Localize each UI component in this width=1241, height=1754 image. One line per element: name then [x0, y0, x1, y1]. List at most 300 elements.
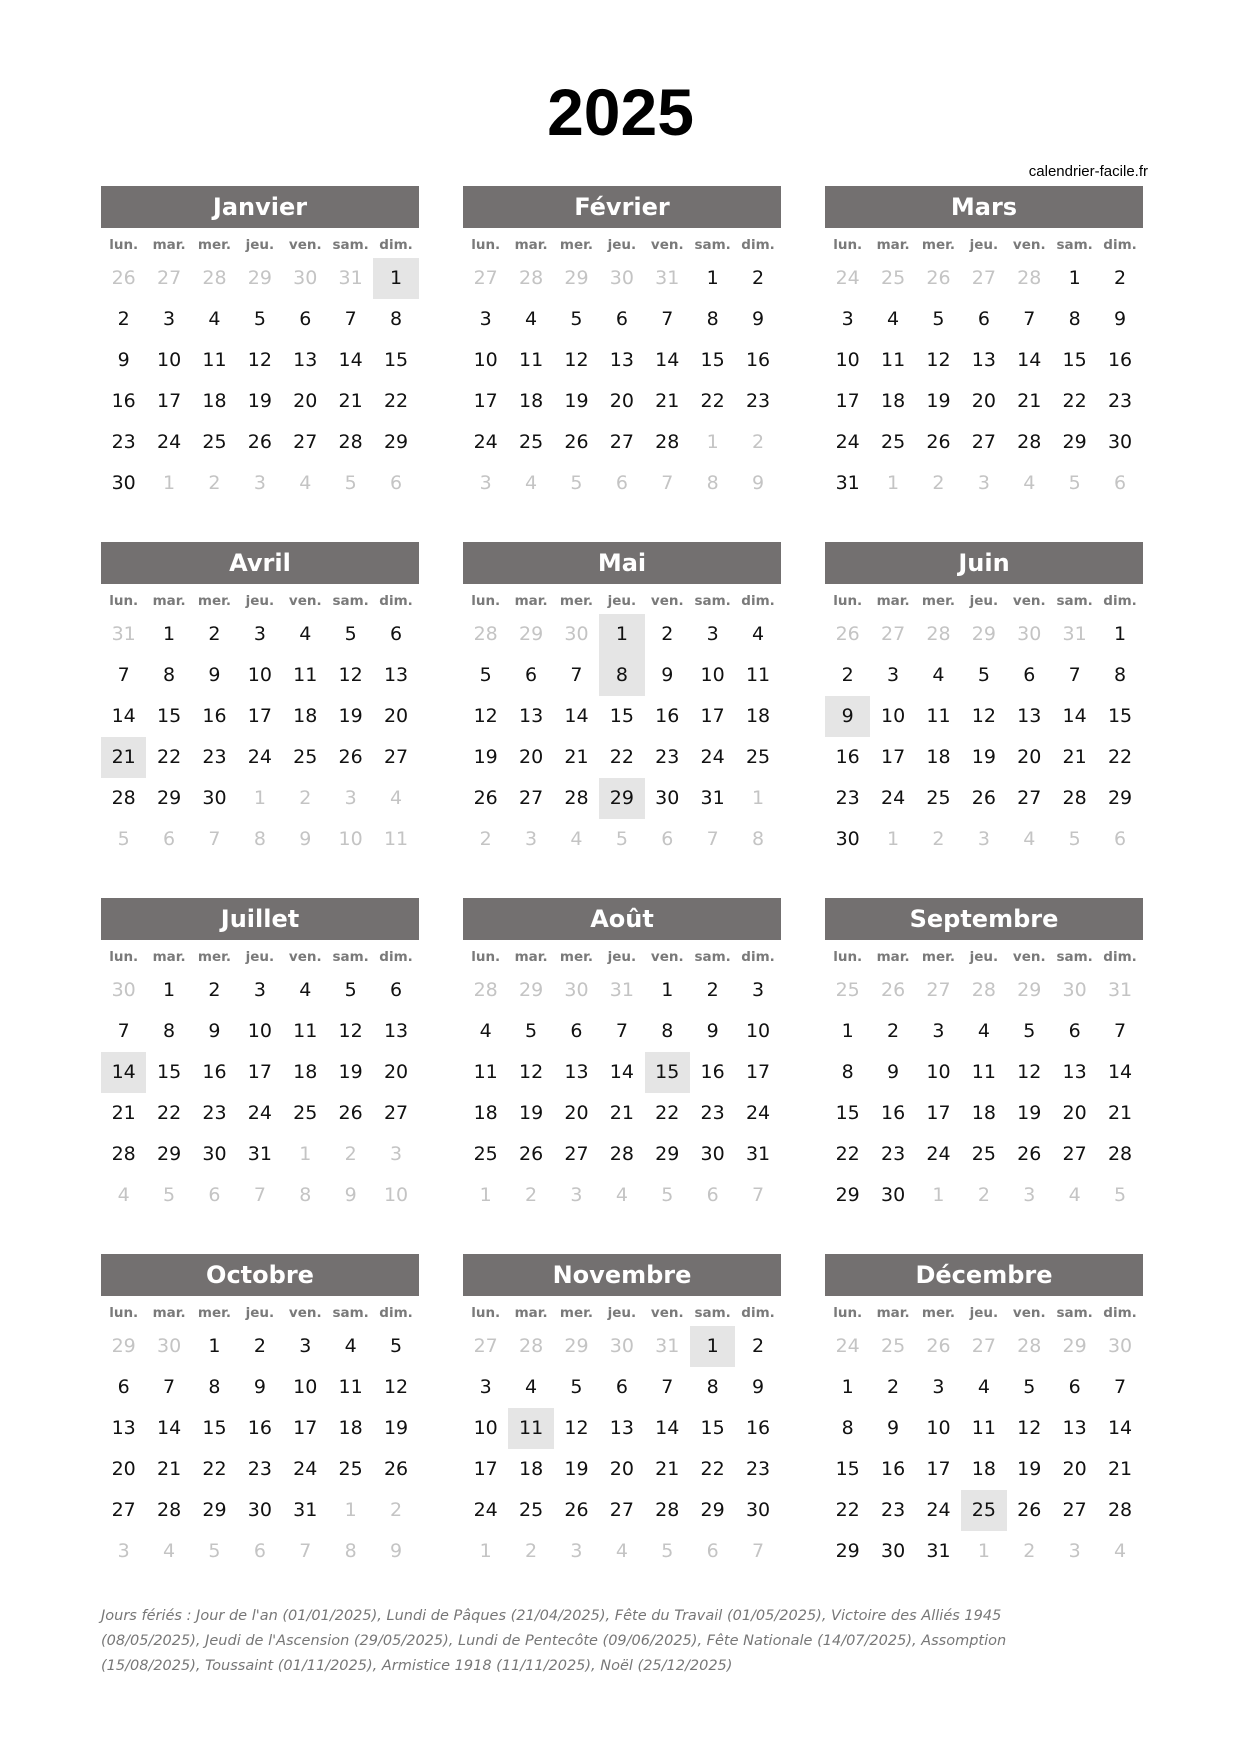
adjacent-month-day-cell: 6 [706, 1184, 719, 1206]
day-cell: 9 [751, 1376, 765, 1398]
adjacent-month-day-cell: 2 [344, 1143, 357, 1165]
weekday-label: dim. [1103, 949, 1137, 965]
day-grid [101, 614, 419, 860]
day-cell: 24 [473, 1499, 498, 1521]
day-cell: 20 [971, 390, 996, 412]
day-cell: 31 [745, 1143, 771, 1165]
day-cell: 3 [841, 308, 854, 330]
adjacent-month-day-cell: 4 [299, 472, 312, 494]
day-cell: 21 [609, 1102, 634, 1124]
holiday-day-cell: 15 [645, 1052, 690, 1093]
month-title: Septembre [825, 898, 1143, 940]
day-cell: 20 [609, 1458, 634, 1480]
source-site: calendrier-facile.fr [1028, 163, 1148, 180]
day-cell: 14 [1062, 705, 1087, 727]
day-cell: 29 [156, 1143, 182, 1165]
weekday-label: mer. [559, 949, 594, 965]
weekday-label: jeu. [969, 237, 999, 253]
day-cell: 15 [202, 1417, 227, 1439]
day-cell: 26 [247, 431, 272, 453]
day-cell: 23 [880, 1499, 906, 1521]
day-cell: 11 [473, 1061, 498, 1083]
adjacent-month-day-cell: 24 [835, 267, 860, 289]
day-cell: 27 [564, 1143, 589, 1165]
day-cell: 29 [202, 1499, 227, 1521]
adjacent-month-day-cell: 5 [163, 1184, 176, 1206]
day-cell: 7 [615, 1020, 628, 1042]
day-cell: 19 [1017, 1102, 1042, 1124]
day-cell: 18 [518, 390, 544, 412]
day-cell: 8 [841, 1061, 854, 1083]
day-cell: 21 [564, 746, 589, 768]
day-cell: 14 [609, 1061, 634, 1083]
day-cell: 5 [253, 308, 266, 330]
day-cell: 29 [383, 431, 409, 453]
day-cell: 19 [338, 705, 363, 727]
weekday-label: dim. [1103, 237, 1137, 253]
adjacent-month-day-cell: 5 [1068, 472, 1081, 494]
weekday-label: mer. [921, 949, 956, 965]
day-cell: 6 [615, 308, 628, 330]
adjacent-month-day-cell: 6 [1113, 828, 1127, 850]
day-cell: 15 [156, 1061, 182, 1083]
day-cell: 11 [293, 1020, 318, 1042]
day-cell: 19 [926, 390, 951, 412]
day-cell: 23 [745, 390, 771, 412]
day-cell: 30 [202, 1143, 227, 1165]
day-cell: 7 [117, 1020, 130, 1042]
weekday-row [825, 944, 1143, 970]
day-cell: 13 [383, 1020, 409, 1042]
adjacent-month-day-cell: 6 [208, 1184, 221, 1206]
weekday-label: mer. [197, 949, 232, 965]
adjacent-month-day-cell: 1 [479, 1540, 492, 1562]
day-cell: 12 [564, 349, 589, 371]
weekday-label: lun. [833, 593, 863, 609]
month-title: Juillet [101, 898, 419, 940]
day-cell: 4 [525, 1376, 538, 1398]
adjacent-month-day-cell: 1 [253, 787, 266, 809]
day-cell: 6 [117, 1376, 130, 1398]
month-title: Août [463, 898, 781, 940]
day-cell: 21 [1062, 746, 1087, 768]
day-cell: 10 [473, 349, 498, 371]
weekday-label: dim. [379, 949, 413, 965]
day-cell: 5 [1023, 1020, 1036, 1042]
day-cell: 20 [111, 1458, 136, 1480]
day-cell: 16 [247, 1417, 272, 1439]
day-cell: 27 [111, 1499, 136, 1521]
day-cell: 20 [564, 1102, 589, 1124]
day-cell: 19 [1017, 1458, 1042, 1480]
weekday-label: mer. [559, 237, 594, 253]
day-cell: 13 [609, 349, 634, 371]
day-cell: 16 [880, 1102, 906, 1124]
month-block [101, 1254, 419, 1572]
adjacent-month-day-cell: 3 [344, 787, 357, 809]
day-cell: 15 [1107, 705, 1133, 727]
day-cell: 10 [745, 1020, 771, 1042]
holiday-day-cell: 1 [690, 1326, 735, 1367]
adjacent-month-day-cell: 6 [389, 472, 403, 494]
day-cell: 12 [247, 349, 272, 371]
adjacent-month-day-cell: 2 [525, 1540, 538, 1562]
day-cell: 21 [1107, 1458, 1133, 1480]
day-cell: 24 [156, 431, 182, 453]
weekday-label: jeu. [607, 237, 637, 253]
weekday-label: ven. [288, 593, 322, 609]
holiday-day-cell: 1 [373, 258, 418, 299]
day-cell: 4 [977, 1020, 990, 1042]
day-cell: 24 [247, 746, 272, 768]
day-cell: 7 [1068, 664, 1081, 686]
month-block [463, 1254, 781, 1572]
day-cell: 4 [208, 308, 221, 330]
adjacent-month-day-cell: 2 [1023, 1540, 1036, 1562]
weekday-label: sam. [1056, 237, 1093, 253]
day-cell: 14 [655, 1417, 680, 1439]
adjacent-month-day-cell: 28 [926, 623, 951, 645]
day-grid [101, 1326, 419, 1572]
day-cell: 4 [344, 1335, 357, 1357]
day-cell: 14 [655, 349, 680, 371]
adjacent-month-day-cell: 8 [706, 472, 719, 494]
weekday-label: lun. [833, 949, 863, 965]
adjacent-month-day-cell: 3 [525, 828, 538, 850]
day-cell: 23 [700, 1102, 725, 1124]
day-cell: 16 [111, 390, 136, 412]
weekday-label: sam. [332, 949, 369, 965]
weekday-row [463, 588, 781, 614]
day-cell: 3 [479, 1376, 492, 1398]
day-cell: 17 [700, 705, 725, 727]
weekday-label: sam. [1056, 949, 1093, 965]
day-cell: 1 [1113, 623, 1127, 645]
weekday-label: sam. [332, 593, 369, 609]
adjacent-month-day-cell: 2 [389, 1499, 403, 1521]
weekday-label: jeu. [969, 593, 999, 609]
adjacent-month-day-cell: 3 [570, 1540, 583, 1562]
day-cell: 10 [247, 1020, 272, 1042]
adjacent-month-day-cell: 4 [570, 828, 583, 850]
day-cell: 17 [926, 1458, 951, 1480]
adjacent-month-day-cell: 5 [344, 472, 357, 494]
adjacent-month-day-cell: 25 [880, 267, 906, 289]
day-cell: 5 [570, 1376, 583, 1398]
day-cell: 5 [479, 664, 492, 686]
weekday-label: mar. [514, 1305, 548, 1321]
adjacent-month-day-cell: 30 [1017, 623, 1042, 645]
day-cell: 30 [700, 1143, 725, 1165]
day-cell: 23 [835, 787, 860, 809]
weekday-label: dim. [1103, 1305, 1137, 1321]
month-block [463, 898, 781, 1216]
day-cell: 28 [1107, 1499, 1133, 1521]
day-cell: 11 [338, 1376, 363, 1398]
weekday-label: sam. [332, 237, 369, 253]
adjacent-month-day-cell: 25 [835, 979, 860, 1001]
day-cell: 23 [1107, 390, 1133, 412]
day-cell: 30 [1107, 431, 1133, 453]
day-cell: 16 [1107, 349, 1133, 371]
day-cell: 3 [706, 623, 719, 645]
day-cell: 7 [344, 308, 357, 330]
adjacent-month-day-cell: 28 [1017, 1335, 1042, 1357]
adjacent-month-day-cell: 3 [117, 1540, 130, 1562]
day-cell: 18 [293, 1061, 318, 1083]
month-title: Février [463, 186, 781, 228]
day-cell: 23 [247, 1458, 272, 1480]
day-cell: 18 [293, 705, 318, 727]
adjacent-month-day-cell: 7 [751, 1184, 765, 1206]
day-cell: 26 [564, 1499, 589, 1521]
weekday-row [101, 1300, 419, 1326]
day-cell: 27 [383, 1102, 409, 1124]
day-cell: 19 [518, 1102, 544, 1124]
day-cell: 24 [880, 787, 906, 809]
day-cell: 15 [835, 1102, 860, 1124]
holiday-day-cell: 11 [508, 1408, 553, 1449]
adjacent-month-day-cell: 30 [564, 979, 589, 1001]
adjacent-month-day-cell: 26 [926, 267, 951, 289]
day-cell: 28 [609, 1143, 634, 1165]
day-cell: 10 [700, 664, 725, 686]
weekday-label: sam. [694, 593, 731, 609]
adjacent-month-day-cell: 30 [293, 267, 318, 289]
day-cell: 30 [111, 472, 136, 494]
day-cell: 3 [479, 308, 492, 330]
adjacent-month-day-cell: 1 [706, 431, 719, 453]
weekday-label: lun. [109, 1305, 139, 1321]
adjacent-month-day-cell: 5 [615, 828, 628, 850]
month-title: Mars [825, 186, 1143, 228]
adjacent-month-day-cell: 8 [299, 1184, 312, 1206]
adjacent-month-day-cell: 4 [163, 1540, 176, 1562]
page-title: 2025 [547, 75, 694, 149]
day-cell: 5 [932, 308, 945, 330]
day-cell: 16 [745, 349, 771, 371]
weekday-row [101, 588, 419, 614]
weekday-label: jeu. [245, 949, 275, 965]
day-grid [825, 1326, 1143, 1572]
day-cell: 13 [293, 349, 318, 371]
weekday-label: sam. [694, 949, 731, 965]
month-title: Avril [101, 542, 419, 584]
day-cell: 28 [1017, 431, 1042, 453]
day-cell: 15 [156, 705, 182, 727]
adjacent-month-day-cell: 29 [1017, 979, 1042, 1001]
adjacent-month-day-cell: 3 [977, 828, 990, 850]
day-grid [825, 258, 1143, 504]
day-cell: 17 [247, 1061, 272, 1083]
day-cell: 1 [706, 267, 719, 289]
day-cell: 7 [1023, 308, 1036, 330]
weekday-label: lun. [833, 237, 863, 253]
adjacent-month-day-cell: 26 [926, 1335, 951, 1357]
adjacent-month-day-cell: 27 [926, 979, 951, 1001]
day-cell: 25 [473, 1143, 498, 1165]
day-cell: 3 [299, 1335, 312, 1357]
month-title: Janvier [101, 186, 419, 228]
adjacent-month-day-cell: 29 [564, 267, 589, 289]
weekday-label: mar. [876, 1305, 910, 1321]
day-cell: 29 [1107, 787, 1133, 809]
day-cell: 17 [926, 1102, 951, 1124]
day-cell: 6 [977, 308, 990, 330]
adjacent-month-day-cell: 5 [661, 1540, 674, 1562]
day-cell: 18 [880, 390, 906, 412]
month-block [101, 898, 419, 1216]
adjacent-month-day-cell: 9 [751, 472, 765, 494]
weekday-row [825, 232, 1143, 258]
adjacent-month-day-cell: 8 [344, 1540, 357, 1562]
day-cell: 4 [751, 623, 765, 645]
day-cell: 26 [926, 431, 951, 453]
weekday-label: dim. [379, 237, 413, 253]
day-cell: 19 [338, 1061, 363, 1083]
day-grid [463, 258, 781, 504]
day-cell: 13 [1062, 1061, 1087, 1083]
day-cell: 14 [338, 349, 363, 371]
adjacent-month-day-cell: 29 [518, 979, 544, 1001]
adjacent-month-day-cell: 6 [253, 1540, 266, 1562]
day-cell: 29 [156, 787, 182, 809]
day-cell: 12 [338, 664, 363, 686]
day-cell: 31 [926, 1540, 951, 1562]
weekday-label: dim. [379, 1305, 413, 1321]
weekday-label: jeu. [245, 1305, 275, 1321]
day-cell: 8 [706, 1376, 719, 1398]
adjacent-month-day-cell: 31 [655, 1335, 680, 1357]
weekday-label: ven. [650, 1305, 684, 1321]
adjacent-month-day-cell: 2 [208, 472, 221, 494]
day-cell: 30 [247, 1499, 272, 1521]
weekday-label: mer. [921, 593, 956, 609]
weekday-label: mer. [921, 1305, 956, 1321]
day-grid [463, 970, 781, 1216]
weekday-label: sam. [694, 1305, 731, 1321]
day-cell: 23 [202, 1102, 227, 1124]
day-cell: 15 [835, 1458, 860, 1480]
day-cell: 18 [473, 1102, 498, 1124]
day-cell: 12 [338, 1020, 363, 1042]
adjacent-month-day-cell: 31 [609, 979, 634, 1001]
adjacent-month-day-cell: 27 [971, 1335, 996, 1357]
day-cell: 17 [473, 390, 498, 412]
adjacent-month-day-cell: 30 [156, 1335, 182, 1357]
adjacent-month-day-cell: 5 [1113, 1184, 1127, 1206]
day-cell: 10 [156, 349, 182, 371]
day-cell: 14 [1107, 1417, 1133, 1439]
day-cell: 24 [926, 1143, 951, 1165]
weekday-label: lun. [109, 237, 139, 253]
adjacent-month-day-cell: 4 [615, 1540, 628, 1562]
day-cell: 27 [518, 787, 544, 809]
adjacent-month-day-cell: 30 [609, 267, 634, 289]
day-cell: 2 [887, 1020, 900, 1042]
day-cell: 1 [208, 1335, 221, 1357]
adjacent-month-day-cell: 27 [156, 267, 182, 289]
day-cell: 21 [655, 1458, 680, 1480]
weekday-label: ven. [650, 593, 684, 609]
day-cell: 2 [208, 979, 221, 1001]
adjacent-month-day-cell: 28 [473, 979, 498, 1001]
day-cell: 25 [518, 1499, 544, 1521]
day-cell: 9 [208, 664, 221, 686]
day-cell: 27 [609, 431, 634, 453]
day-cell: 10 [293, 1376, 318, 1398]
day-cell: 14 [111, 705, 136, 727]
day-cell: 22 [609, 746, 634, 768]
month-block [825, 542, 1143, 860]
weekday-label: mar. [152, 237, 186, 253]
day-cell: 16 [202, 1061, 227, 1083]
day-cell: 2 [253, 1335, 266, 1357]
day-cell: 28 [338, 431, 363, 453]
day-cell: 21 [1017, 390, 1042, 412]
day-cell: 11 [971, 1061, 996, 1083]
day-cell: 2 [117, 308, 130, 330]
day-cell: 1 [841, 1376, 854, 1398]
weekday-label: lun. [109, 949, 139, 965]
weekday-row [101, 944, 419, 970]
day-cell: 15 [383, 349, 409, 371]
adjacent-month-day-cell: 28 [202, 267, 227, 289]
day-cell: 20 [1062, 1102, 1087, 1124]
day-cell: 4 [479, 1020, 492, 1042]
adjacent-month-day-cell: 27 [473, 1335, 498, 1357]
weekday-label: ven. [288, 949, 322, 965]
day-cell: 24 [835, 431, 860, 453]
adjacent-month-day-cell: 3 [253, 472, 266, 494]
adjacent-month-day-cell: 31 [111, 623, 136, 645]
day-cell: 29 [700, 1499, 725, 1521]
month-title: Juin [825, 542, 1143, 584]
adjacent-month-day-cell: 4 [1113, 1540, 1127, 1562]
day-cell: 9 [1113, 308, 1127, 330]
day-cell: 5 [344, 623, 357, 645]
adjacent-month-day-cell: 2 [479, 828, 492, 850]
adjacent-month-day-cell: 30 [1062, 979, 1087, 1001]
adjacent-month-day-cell: 10 [338, 828, 363, 850]
adjacent-month-day-cell: 2 [751, 431, 765, 453]
day-cell: 2 [887, 1376, 900, 1398]
day-cell: 20 [609, 390, 634, 412]
day-grid [825, 614, 1143, 860]
day-cell: 31 [700, 787, 725, 809]
day-cell: 19 [247, 390, 272, 412]
adjacent-month-day-cell: 6 [1113, 472, 1127, 494]
day-cell: 12 [1017, 1061, 1042, 1083]
month-block [463, 542, 781, 860]
day-cell: 17 [156, 390, 182, 412]
day-cell: 18 [202, 390, 227, 412]
weekday-label: lun. [471, 593, 501, 609]
day-cell: 18 [926, 746, 951, 768]
day-cell: 12 [971, 705, 996, 727]
holiday-day-cell: 21 [101, 737, 146, 778]
day-cell: 24 [473, 431, 498, 453]
adjacent-month-day-cell: 29 [971, 623, 996, 645]
month-block [825, 186, 1143, 504]
adjacent-month-day-cell: 29 [247, 267, 272, 289]
day-cell: 27 [383, 746, 409, 768]
adjacent-month-day-cell: 31 [1062, 623, 1087, 645]
adjacent-month-day-cell: 24 [835, 1335, 860, 1357]
adjacent-month-day-cell: 29 [564, 1335, 589, 1357]
day-cell: 22 [835, 1143, 860, 1165]
adjacent-month-day-cell: 6 [706, 1540, 719, 1562]
